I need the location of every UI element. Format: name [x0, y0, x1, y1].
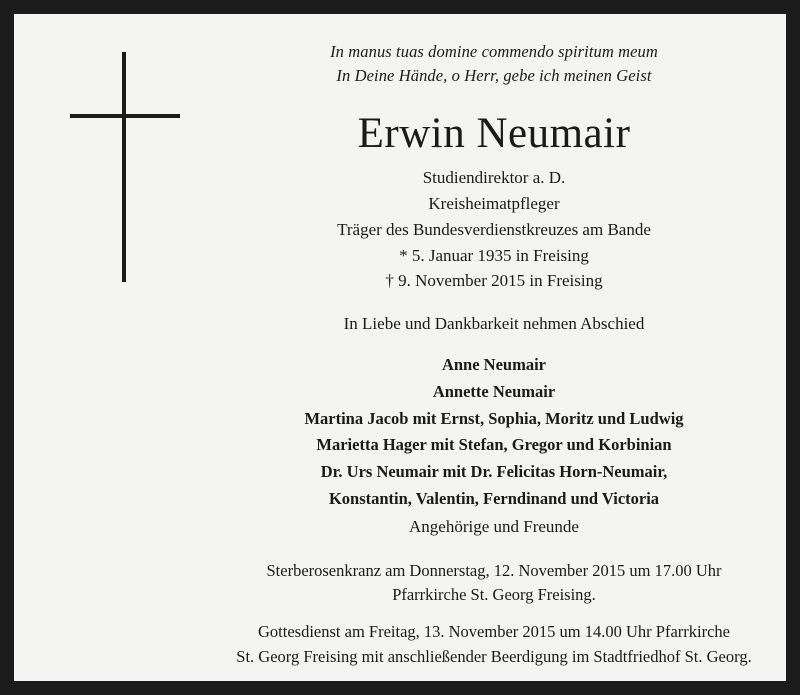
death-date-line: † 9. November 2015 in Freising [385, 271, 603, 291]
family-member-2: Annette Neumair [432, 382, 556, 401]
service-rosary-line-1: Sterberosenkranz am Donnerstag, 12. November 2015 um 17.00 Uhr [266, 560, 722, 580]
service-mass-line-1: Gottesdienst am Freitag, 13. November 2015 um 14.00 Uhr Pfarrkirche [258, 622, 730, 642]
birth-date-line: * 5. Januar 1935 in Freising [399, 245, 589, 265]
obituary-inner [14, 14, 786, 681]
cross-vertical-bar [122, 52, 126, 282]
cross-horizontal-bar [70, 114, 180, 118]
family-member-1: Anne Neumair [441, 355, 547, 375]
motto-block [204, 40, 784, 88]
motto-line-german: In Deine Hände, o Herr, gebe ich meinen Geist [336, 65, 652, 85]
service-mass-line-2: St. Georg Freising mit anschließender Beerdigung im Stadtfriedhof St. Georg. [236, 646, 752, 666]
service-rosary [204, 559, 784, 609]
family-member-3: Martina Jacob mit Ernst, Sophia, Moritz und Ludwig [304, 408, 684, 428]
deceased-titles [204, 165, 784, 294]
family-list [204, 352, 784, 512]
title-line-3: Träger des Bundesverdienstkreuzes am Bande [337, 219, 651, 239]
family-member-6: Konstantin, Valentin, Ferndinand und Victoria [328, 488, 660, 508]
motto-line-latin: In manus tuas domine commendo spiritum meum [330, 42, 658, 61]
title-line-1: Studiendirektor a. D. [422, 168, 566, 188]
deceased-name: Erwin Neumair [357, 109, 631, 157]
mourning-intro: In Liebe und Dankbarkeit nehmen Abschied [343, 314, 645, 334]
obituary-content [204, 40, 784, 670]
family-member-4: Marietta Hager mit Stefan, Gregor und Korbinian [316, 435, 672, 455]
service-rosary-line-2: Pfarrkirche St. Georg Freising. [392, 585, 596, 605]
family-member-5: Dr. Urs Neumair mit Dr. Felicitas Horn-Neumair, [320, 462, 668, 482]
service-details [204, 559, 784, 670]
service-mass [204, 620, 784, 670]
relatives-line: Angehörige und Freunde [409, 516, 579, 536]
latin-cross-icon [70, 52, 180, 282]
title-line-2: Kreisheimatpfleger [428, 193, 560, 213]
